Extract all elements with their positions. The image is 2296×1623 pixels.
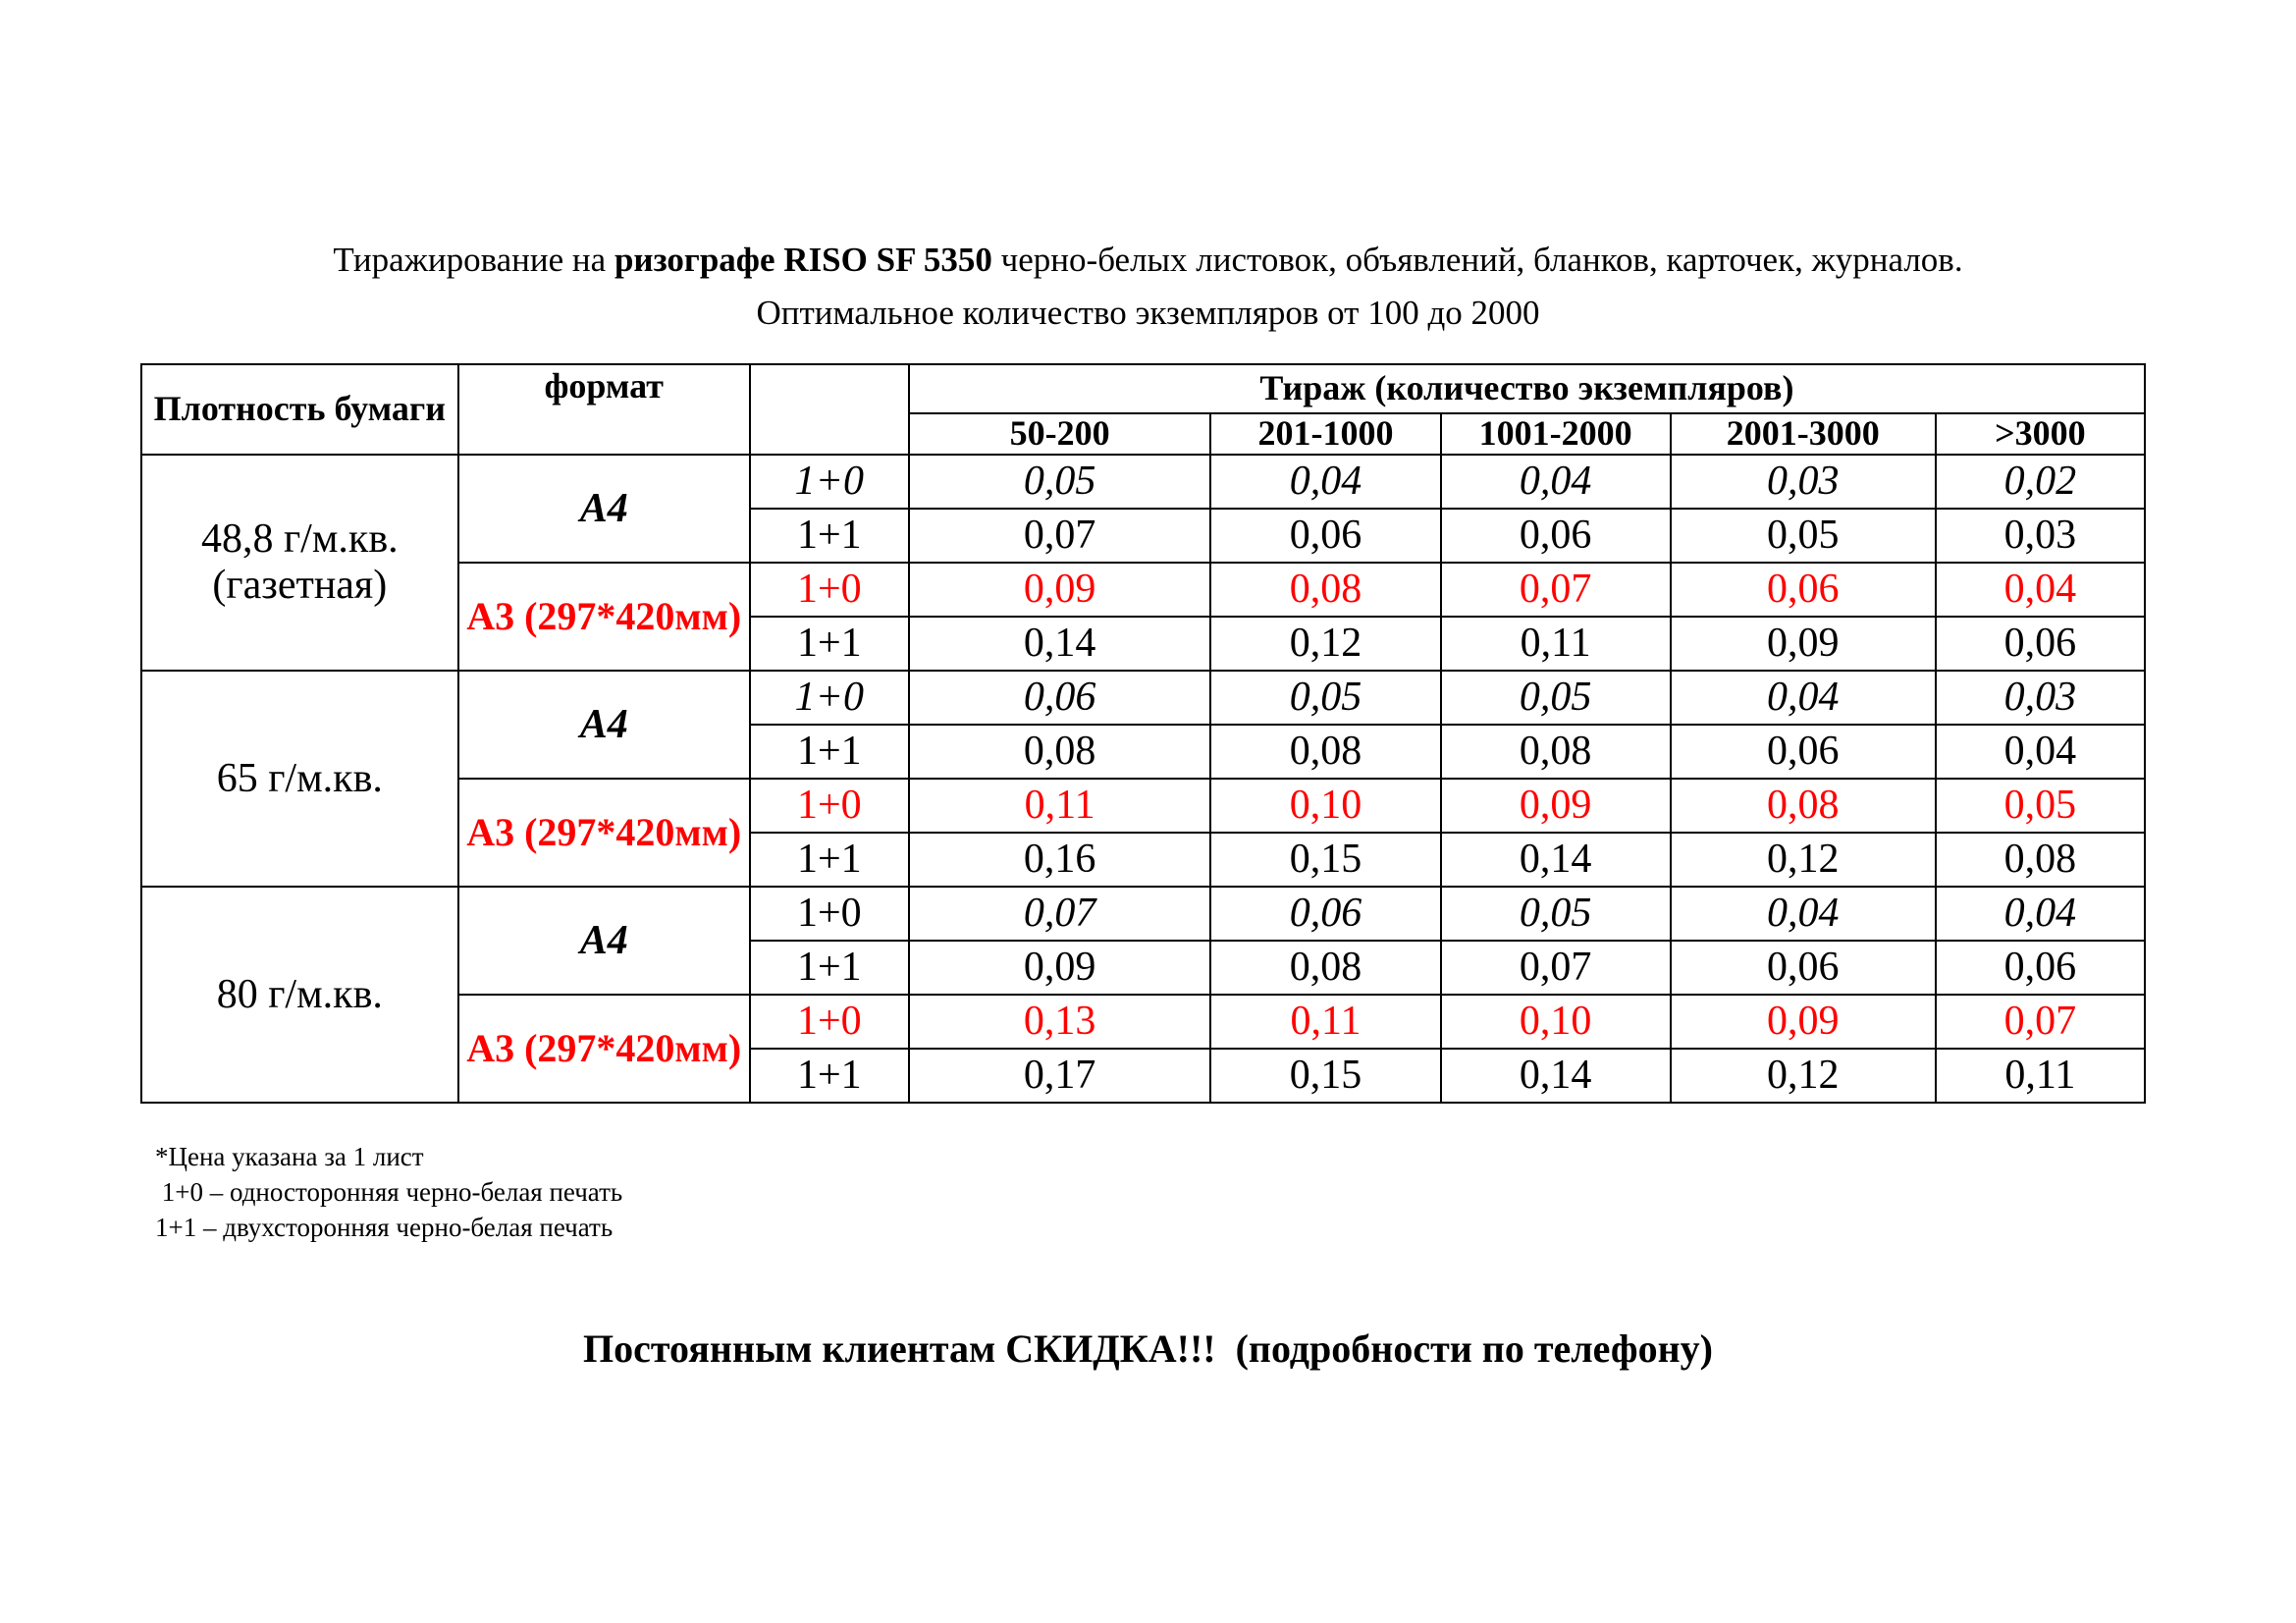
price-cell: 0,03 xyxy=(1671,455,1936,509)
format-cell xyxy=(458,779,750,887)
header-range: 2001-3000 xyxy=(1671,413,1936,455)
mode-cell: 1+0 xyxy=(750,887,909,941)
mode-cell: 1+1 xyxy=(750,509,909,563)
price-cell: 0,12 xyxy=(1210,617,1440,671)
mode-cell: 1+0 xyxy=(750,563,909,617)
note-price-per-sheet: *Цена указана за 1 лист xyxy=(155,1142,424,1171)
price-cell: 0,11 xyxy=(1936,1049,2145,1103)
price-cell: 0,09 xyxy=(1441,779,1671,833)
header-format: формат xyxy=(458,364,750,455)
price-cell: 0,02 xyxy=(1936,455,2145,509)
price-cell: 0,09 xyxy=(909,941,1211,995)
price-cell: 0,03 xyxy=(1936,509,2145,563)
price-cell: 0,04 xyxy=(1936,887,2145,941)
price-cell: 0,08 xyxy=(1210,563,1440,617)
price-cell: 0,08 xyxy=(909,725,1211,779)
header-density: Плотность бумаги xyxy=(141,364,458,455)
price-cell: 0,14 xyxy=(1441,1049,1671,1103)
header-mode xyxy=(750,364,909,455)
price-table-body xyxy=(141,455,2145,1103)
price-cell: 0,06 xyxy=(1441,509,1671,563)
price-cell: 0,07 xyxy=(1936,995,2145,1049)
format-label: А4 xyxy=(579,485,628,531)
price-cell: 0,07 xyxy=(1441,563,1671,617)
format-cell xyxy=(458,887,750,995)
header-range: 50-200 xyxy=(909,413,1211,455)
price-cell: 0,08 xyxy=(1936,833,2145,887)
price-cell: 0,03 xyxy=(1936,671,2145,725)
table-row xyxy=(141,887,2145,941)
price-table xyxy=(140,363,2146,1104)
price-cell: 0,05 xyxy=(1441,887,1671,941)
note-one-sided: 1+0 – односторонняя черно-белая печать xyxy=(155,1177,623,1207)
price-cell: 0,11 xyxy=(909,779,1211,833)
format-cell xyxy=(458,455,750,563)
table-row xyxy=(141,455,2145,509)
price-cell: 0,07 xyxy=(909,509,1211,563)
mode-cell: 1+1 xyxy=(750,941,909,995)
note-two-sided: 1+1 – двухсторонняя черно-белая печать xyxy=(155,1213,614,1242)
price-cell: 0,14 xyxy=(909,617,1211,671)
price-cell: 0,06 xyxy=(1671,563,1936,617)
price-cell: 0,12 xyxy=(1671,1049,1936,1103)
price-cell: 0,04 xyxy=(1936,725,2145,779)
price-cell: 0,05 xyxy=(1671,509,1936,563)
format-label: А4 xyxy=(579,917,628,963)
price-cell: 0,07 xyxy=(909,887,1211,941)
mode-cell: 1+0 xyxy=(750,779,909,833)
price-cell: 0,06 xyxy=(1936,941,2145,995)
density-cell: 65 г/м.кв. xyxy=(141,671,458,887)
heading-line-1 xyxy=(0,234,2296,287)
mode-cell: 1+0 xyxy=(750,671,909,725)
price-cell: 0,05 xyxy=(1210,671,1440,725)
price-cell: 0,12 xyxy=(1671,833,1936,887)
price-cell: 0,05 xyxy=(1441,671,1671,725)
price-cell: 0,06 xyxy=(1671,941,1936,995)
header-range: >3000 xyxy=(1936,413,2145,455)
price-cell: 0,13 xyxy=(909,995,1211,1049)
mode-cell: 1+1 xyxy=(750,1049,909,1103)
format-label: А4 xyxy=(579,701,628,747)
price-cell: 0,08 xyxy=(1210,725,1440,779)
price-cell: 0,16 xyxy=(909,833,1211,887)
price-cell: 0,06 xyxy=(1671,725,1936,779)
price-cell: 0,14 xyxy=(1441,833,1671,887)
page-heading xyxy=(0,234,2296,340)
heading-device: ризографе RISO SF 5350 xyxy=(614,241,992,279)
price-cell: 0,06 xyxy=(1210,887,1440,941)
price-cell: 0,04 xyxy=(1671,671,1936,725)
price-cell: 0,09 xyxy=(1671,617,1936,671)
heading-line-2: Оптимальное количество экземпляров от 100 до 2000 xyxy=(756,294,1540,332)
price-cell: 0,08 xyxy=(1671,779,1936,833)
price-cell: 0,08 xyxy=(1441,725,1671,779)
price-cell: 0,06 xyxy=(909,671,1211,725)
density-cell: 48,8 г/м.кв. (газетная) xyxy=(141,455,458,671)
price-table-head xyxy=(141,364,2145,455)
heading-suffix: черно-белых листовок, объявлений, бланков, карточек, журналов. xyxy=(991,241,1963,279)
price-cell: 0,09 xyxy=(909,563,1211,617)
promo-banner: Постоянным клиентам СКИДКА!!! (подробности по телефону) xyxy=(583,1326,1713,1371)
price-cell: 0,06 xyxy=(1936,617,2145,671)
format-label: А3 (297*420мм) xyxy=(466,810,742,855)
density-cell: 80 г/м.кв. xyxy=(141,887,458,1103)
price-cell: 0,06 xyxy=(1210,509,1440,563)
format-label: А3 (297*420мм) xyxy=(466,1026,742,1071)
format-cell xyxy=(458,563,750,671)
format-label: А3 (297*420мм) xyxy=(466,594,742,639)
heading-prefix: Тиражирование на xyxy=(333,241,614,279)
price-cell: 0,04 xyxy=(1671,887,1936,941)
header-run: Тираж (количество экземпляров) xyxy=(909,364,2145,413)
mode-cell: 1+1 xyxy=(750,617,909,671)
mode-cell: 1+0 xyxy=(750,455,909,509)
price-cell: 0,11 xyxy=(1210,995,1440,1049)
mode-cell: 1+0 xyxy=(750,995,909,1049)
format-cell xyxy=(458,995,750,1103)
price-cell: 0,10 xyxy=(1441,995,1671,1049)
header-range: 201-1000 xyxy=(1210,413,1440,455)
price-cell: 0,15 xyxy=(1210,1049,1440,1103)
format-cell xyxy=(458,671,750,779)
mode-cell: 1+1 xyxy=(750,725,909,779)
notes xyxy=(155,1139,622,1245)
price-cell: 0,11 xyxy=(1441,617,1671,671)
price-cell: 0,15 xyxy=(1210,833,1440,887)
price-cell: 0,10 xyxy=(1210,779,1440,833)
price-cell: 0,04 xyxy=(1936,563,2145,617)
price-cell: 0,04 xyxy=(1441,455,1671,509)
mode-cell: 1+1 xyxy=(750,833,909,887)
price-cell: 0,17 xyxy=(909,1049,1211,1103)
table-row xyxy=(141,671,2145,725)
price-cell: 0,05 xyxy=(909,455,1211,509)
price-cell: 0,07 xyxy=(1441,941,1671,995)
header-range: 1001-2000 xyxy=(1441,413,1671,455)
price-cell: 0,04 xyxy=(1210,455,1440,509)
price-cell: 0,09 xyxy=(1671,995,1936,1049)
price-cell: 0,08 xyxy=(1210,941,1440,995)
price-cell: 0,05 xyxy=(1936,779,2145,833)
